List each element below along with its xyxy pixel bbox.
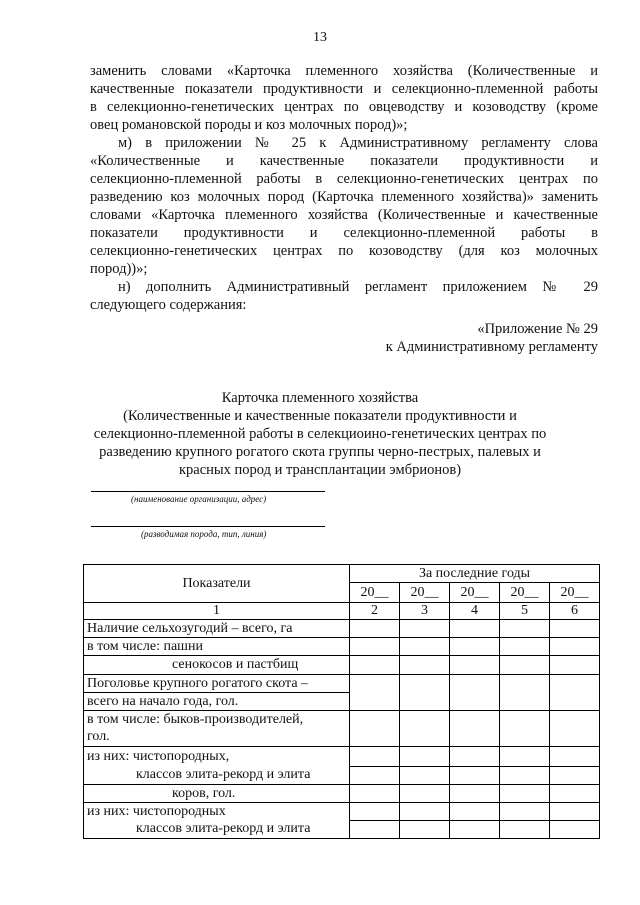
row-label: классов элита-рекорд и элита xyxy=(84,821,350,839)
text-line: овец романовской породы и коз молочных пород)»; xyxy=(90,117,408,133)
card-subtitle-line: разведению крупного рогатого скота группы черно-пестрых, палевых и xyxy=(99,444,541,460)
year-cell: 20__ xyxy=(350,583,400,603)
text-line: «Количественные и качественные показатели продуктивности и xyxy=(90,153,598,169)
text-line: разведению коз молочных пород (Карточка племенного хозяйства)» заменить xyxy=(90,189,598,205)
column-number: 2 xyxy=(350,603,400,620)
table-row xyxy=(84,803,600,821)
org-fill-line xyxy=(91,491,325,492)
column-number: 1 xyxy=(84,603,350,620)
card-subtitle-line: красных пород и трансплантации эмбрионов) xyxy=(178,462,462,478)
row-label: в том числе: быков-производителей, xyxy=(84,711,350,729)
table-row xyxy=(84,656,600,675)
year-cell: 20__ xyxy=(400,583,450,603)
row-label: из них: чистопородных, xyxy=(84,747,350,767)
table-row xyxy=(84,821,600,839)
breed-caption: (разводимая порода, тип, линия) xyxy=(141,529,267,539)
row-label: всего на начало года, гол. xyxy=(84,693,350,711)
card-subtitle-line: (Количественные и качественные показатели продуктивности и xyxy=(123,408,517,424)
column-number: 3 xyxy=(400,603,450,620)
table-row xyxy=(84,675,600,693)
year-cell: 20__ xyxy=(550,583,600,603)
indicators-table xyxy=(83,564,600,839)
row-label: Наличие сельхозугодий – всего, га xyxy=(84,620,350,638)
table-row xyxy=(84,785,600,803)
text-line: селекционно-племенной работы в селекционно-генетических центрах по xyxy=(90,171,598,187)
row-label: коров, гол. xyxy=(84,785,350,803)
text-line: в селекционно-генетических центрах по овцеводству и козоводству (кроме xyxy=(90,99,598,115)
text-line: показатели продуктивности и селекционно-племенной работы в xyxy=(90,225,598,241)
row-label: из них: чистопородных xyxy=(84,803,350,821)
card-title: Карточка племенного хозяйства xyxy=(221,390,419,406)
column-number: 5 xyxy=(500,603,550,620)
year-cell: 20__ xyxy=(500,583,550,603)
text-line: пород))»; xyxy=(90,261,148,277)
row-label: гол. xyxy=(84,729,350,747)
text-line: селекционно-генетических центрах по козоводству (для коз молочных xyxy=(90,243,598,259)
text-line: словами «Карточка племенного хозяйства (Количественные и качественные xyxy=(90,207,598,223)
table-row xyxy=(84,711,600,729)
column-number: 6 xyxy=(550,603,600,620)
row-label: сенокосов и пастбищ xyxy=(84,656,350,675)
row-label: в том числе: пашни xyxy=(84,638,350,656)
text-line: качественные показатели продуктивности и селекционно-племенной работы xyxy=(90,81,598,97)
text-line: заменить словами «Карточка племенного хозяйства (Количественные и xyxy=(90,63,598,79)
header-indicators: Показатели xyxy=(84,565,350,603)
breed-fill-line xyxy=(91,526,325,527)
header-years: За последние годы xyxy=(350,565,600,583)
year-cell: 20__ xyxy=(450,583,500,603)
text-line: м) в приложении № 25 к Административному регламенту слова xyxy=(118,135,598,151)
table-row xyxy=(84,638,600,656)
table-row xyxy=(84,767,600,785)
appendix-reference: к Административному регламенту xyxy=(385,339,598,355)
table-row xyxy=(84,747,600,767)
page-number: 13 xyxy=(313,30,327,45)
row-label: классов элита-рекорд и элита xyxy=(84,767,350,785)
appendix-label: «Приложение № 29 xyxy=(477,321,598,337)
text-line: следующего содержания: xyxy=(90,297,247,313)
table-row xyxy=(84,620,600,638)
row-label: Поголовье крупного рогатого скота – xyxy=(84,675,350,693)
column-number: 4 xyxy=(450,603,500,620)
text-line: н) дополнить Административный регламент приложением № 29 xyxy=(118,279,598,295)
org-caption: (наименование организации, адрес) xyxy=(131,494,267,504)
card-subtitle-line: селекционно-племенной работы в селекциоино-генетических центрах по xyxy=(93,426,547,442)
